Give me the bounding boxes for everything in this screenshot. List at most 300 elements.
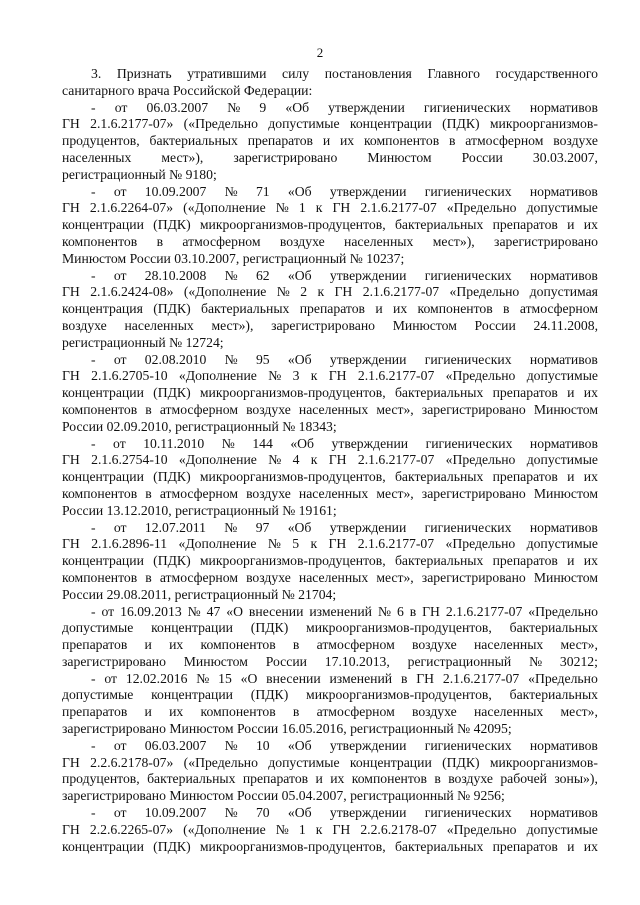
word: 2.1.6.2177-07: [360, 200, 437, 216]
word: 2.1.6.2177-07: [362, 284, 440, 300]
word: населенных: [473, 637, 544, 653]
word: в: [409, 603, 417, 619]
word: их: [330, 771, 345, 787]
word: утверждении: [329, 183, 407, 199]
word: («Предельно: [183, 116, 258, 132]
word: 2.1.6.2177-07: [445, 603, 523, 619]
word: допустимая: [529, 284, 598, 300]
word: бактериальных: [394, 838, 484, 854]
word: ГН: [62, 200, 80, 216]
word: в: [156, 233, 164, 249]
word: ГН: [332, 821, 351, 837]
word: компонентов: [351, 771, 427, 787]
word: бактериальных: [394, 553, 484, 569]
word: и: [567, 553, 575, 569]
word: нормативов: [529, 737, 598, 753]
word: 2.1.6.2177-07: [357, 536, 435, 552]
word: концентрации: [151, 620, 233, 636]
word: №: [224, 183, 238, 199]
word: компонентов: [200, 704, 276, 720]
word: 2.1.6.2705-10: [91, 368, 168, 384]
word: в: [145, 401, 152, 417]
word: микроорганизмов-продуцентов,: [306, 687, 492, 703]
word: 2.1.6.2754-10: [91, 452, 168, 468]
word: 1: [298, 821, 306, 837]
word: №: [268, 368, 282, 384]
word: утратившими: [187, 66, 267, 81]
word: концентрации: [151, 687, 233, 703]
word: №: [275, 821, 289, 837]
word: нормативов: [529, 435, 598, 451]
word: «Об: [287, 351, 312, 367]
word: зарегистрировано: [421, 569, 526, 585]
word: 47: [206, 603, 221, 619]
word: допустимые: [526, 452, 598, 468]
text-line: [62, 217, 598, 234]
word: №: [268, 452, 282, 468]
word: 9: [259, 99, 267, 115]
word: воздухе: [553, 133, 598, 149]
word: «Об: [287, 519, 312, 535]
word: ГН: [62, 368, 80, 384]
word: Минюстом: [533, 401, 598, 417]
word: ГН: [62, 116, 80, 132]
word: атмосферном: [519, 301, 598, 317]
word: бактериальных: [509, 620, 598, 636]
text-line: [62, 150, 598, 167]
word: 16.09.2013: [120, 603, 182, 619]
word: 12.07.2011: [144, 519, 206, 535]
word: к: [315, 821, 323, 837]
text-line: [62, 133, 598, 150]
word: нормативов: [529, 267, 598, 283]
word: мест»),: [211, 317, 254, 333]
word: 62: [255, 267, 270, 283]
text-line: [62, 318, 598, 335]
word: и: [567, 217, 575, 233]
word: «Предельно: [528, 670, 598, 686]
word: препаратов: [299, 301, 366, 317]
word: допустимые: [526, 536, 598, 552]
word: их: [169, 637, 184, 653]
word: -: [91, 99, 96, 115]
word: Минюстом: [392, 317, 457, 333]
word: «Дополнение: [178, 536, 257, 552]
word: Минюстом: [183, 653, 248, 669]
text-line: [62, 704, 598, 721]
word: Признать: [116, 66, 172, 81]
word: -: [91, 603, 96, 619]
text-line: регистрационный № 12724;: [62, 334, 224, 350]
word: допустимые: [526, 368, 598, 384]
word: атмосферном: [316, 637, 395, 653]
word: продуцентов,: [62, 133, 140, 149]
word: их: [583, 217, 598, 233]
word: нормативов: [529, 805, 598, 821]
text-line: [62, 301, 598, 318]
word: 95: [255, 351, 270, 367]
word: препаратов: [242, 771, 309, 787]
word: препаратов: [492, 385, 558, 401]
word: (ПДК): [153, 553, 191, 569]
word: допустимые: [268, 116, 340, 132]
word: 30.03.2007,: [532, 149, 598, 165]
word: 6: [396, 603, 404, 619]
text-line: [62, 520, 598, 537]
word: ГН: [62, 821, 80, 837]
word: «Дополнение: [178, 452, 257, 468]
word: гигиенических: [424, 183, 512, 199]
word: допустимые: [62, 687, 134, 703]
word: мест»),: [432, 233, 475, 249]
word: компонентов: [200, 637, 276, 653]
word: атмосферном: [465, 133, 544, 149]
word: атмосферном: [159, 569, 238, 585]
word: «Об: [287, 183, 312, 199]
word: 28.10.2008: [144, 267, 207, 283]
word: (ПДК): [250, 620, 289, 636]
word: утверждении: [331, 435, 409, 451]
word: №: [224, 267, 238, 283]
word: изменений: [309, 603, 373, 619]
word: концентрации: [62, 469, 144, 485]
word: атмосферном: [182, 233, 261, 249]
word: внесении: [266, 670, 321, 686]
word: 2: [300, 284, 308, 300]
word: (ПДК): [153, 301, 191, 317]
word: 06.03.2007: [144, 737, 207, 753]
word: рабочей: [500, 771, 547, 787]
word: ГН: [328, 368, 347, 384]
word: 2.1.6.2424-08»: [90, 284, 174, 300]
word: силу: [282, 66, 310, 81]
word: микроорганизмов-продуцентов,: [306, 620, 492, 636]
word: «Об: [287, 805, 312, 821]
word: в: [292, 637, 300, 653]
word: и: [567, 838, 575, 854]
word: гигиенических: [424, 519, 512, 535]
word: воздухе: [411, 704, 457, 720]
word: от: [113, 267, 127, 283]
text-line: [62, 184, 598, 201]
word: зарегистрировано: [271, 317, 376, 333]
text-line: [62, 66, 598, 83]
word: -: [91, 519, 96, 535]
word: «Предельно: [445, 452, 516, 468]
word: России: [461, 149, 503, 165]
text-line: [62, 671, 598, 688]
text-line: санитарного врача Российской Федерации:: [62, 82, 313, 98]
text-line: регистрационный № 9180;: [62, 166, 217, 182]
text-line: [62, 553, 598, 570]
word: 2.2.6.2178-07»: [90, 754, 174, 770]
word: 2.1.6.2177-07: [357, 452, 435, 468]
word: 1: [298, 200, 306, 216]
word: 2.1.6.2177-07»: [90, 116, 174, 132]
word: государственного: [495, 66, 598, 81]
word: населенных: [298, 485, 369, 501]
word: препаратов: [492, 469, 558, 485]
word: России: [265, 653, 307, 669]
word: утверждении: [329, 519, 407, 535]
word: ГН: [334, 284, 353, 300]
word: нормативов: [529, 99, 598, 115]
text-line: [62, 755, 598, 772]
word: 2.1.6.2264-07»: [89, 200, 174, 216]
text-line: [62, 402, 598, 419]
text-line: [62, 822, 598, 839]
word: микроорганизмов-продуцентов,: [199, 469, 386, 485]
word: (ПДК): [153, 385, 191, 401]
text-line: [62, 536, 598, 553]
word: 10.09.2007: [144, 183, 207, 199]
word: населенных: [344, 233, 414, 249]
text-line: [62, 620, 598, 637]
word: от: [104, 670, 118, 686]
word: населенных: [124, 317, 194, 333]
word: допустимые: [62, 620, 134, 636]
word: воздухе: [246, 401, 291, 417]
text-line: [62, 368, 598, 385]
word: утверждении: [329, 737, 407, 753]
text-line: [62, 436, 598, 453]
word: постановления: [324, 66, 412, 81]
text-line: [62, 570, 598, 587]
word: зоны»),: [554, 771, 598, 787]
word: концентрации: [62, 385, 144, 401]
word: атмосферном: [316, 704, 395, 720]
word: населенных: [473, 704, 544, 720]
word: микроорганизмов-: [489, 116, 598, 132]
word: №: [276, 284, 290, 300]
word: их: [583, 553, 598, 569]
word: гигиенических: [424, 805, 512, 821]
word: №: [275, 200, 289, 216]
word: (ПДК): [153, 838, 191, 854]
word: мест»,: [560, 637, 598, 653]
word: «Об: [285, 99, 310, 115]
word: компонентов: [62, 485, 138, 501]
word: их: [393, 301, 408, 317]
text-line: России 13.12.2010, регистрационный № 19161;: [62, 502, 337, 518]
word: атмосферном: [159, 485, 238, 501]
word: их: [583, 385, 598, 401]
word: (ПДК): [442, 754, 480, 770]
word: 144: [252, 435, 273, 451]
word: микроорганизмов-: [489, 754, 598, 770]
word: гигиенических: [425, 435, 513, 451]
word: №: [224, 351, 238, 367]
word: продуцентов,: [62, 771, 140, 787]
word: 5: [292, 536, 300, 552]
word: 02.08.2010: [144, 351, 207, 367]
word: концентрации: [62, 553, 144, 569]
word: «О: [226, 603, 243, 619]
word: воздухе: [62, 317, 107, 333]
word: концентрации: [62, 838, 144, 854]
word: (ПДК): [153, 469, 191, 485]
word: концентрация: [62, 301, 143, 317]
word: и: [567, 385, 575, 401]
word: («Предельно: [183, 754, 258, 770]
word: мест»,: [376, 569, 414, 585]
word: воздухе: [246, 569, 291, 585]
word: препаратов: [247, 133, 314, 149]
word: «Об: [290, 435, 315, 451]
word: («Дополнение: [183, 821, 266, 837]
text-line: зарегистрировано Минюстом России 16.05.2016, регистрационный № 42095;: [62, 721, 512, 737]
word: от: [114, 99, 128, 115]
word: и: [315, 771, 323, 787]
word: бактериальных: [394, 217, 484, 233]
word: 10.11.2010: [143, 435, 205, 451]
word: допустимые: [526, 821, 598, 837]
word: изменений: [329, 670, 393, 686]
text-line: России 29.08.2011, регистрационный № 21704;: [62, 586, 337, 602]
word: в: [292, 704, 300, 720]
word: 24.11.2008,: [533, 317, 598, 333]
word: утверждении: [328, 99, 405, 115]
text-line: [62, 352, 598, 369]
word: и: [144, 704, 152, 720]
text-line: [62, 654, 598, 671]
word: мест»),: [161, 149, 204, 165]
word: микроорганизмов-продуцентов,: [199, 385, 386, 401]
text-line: [62, 200, 598, 217]
word: «Предельно: [528, 603, 598, 619]
word: их: [169, 704, 184, 720]
word: -: [91, 435, 96, 451]
word: и: [144, 637, 152, 653]
word: зарегистрировано: [233, 149, 338, 165]
word: внесении: [248, 603, 304, 619]
word: населенных: [62, 149, 132, 165]
text-line: [62, 452, 598, 469]
word: 10.09.2007: [144, 805, 207, 821]
word: мест»,: [376, 401, 414, 417]
word: №: [196, 670, 210, 686]
word: «Дополнение: [178, 368, 257, 384]
word: компонентов: [62, 569, 138, 585]
word: к: [310, 368, 318, 384]
text-line: [62, 637, 598, 654]
word: «Предельно: [446, 200, 517, 216]
word: микроорганизмов-продуцентов,: [199, 217, 386, 233]
word: 10: [255, 737, 270, 753]
word: утверждении: [329, 267, 407, 283]
word: компонентов: [62, 401, 138, 417]
text-line: [62, 268, 598, 285]
text-line: [62, 234, 598, 251]
word: концентрации: [62, 217, 144, 233]
word: к: [317, 284, 325, 300]
word: от: [113, 351, 127, 367]
word: населенных: [298, 401, 369, 417]
text-line: [62, 385, 598, 402]
word: «Об: [287, 737, 312, 753]
word: Главного: [427, 66, 480, 81]
word: их: [583, 469, 598, 485]
word: ГН: [62, 284, 80, 300]
word: микроорганизмов-продуцентов,: [199, 838, 386, 854]
text-line: [62, 469, 598, 486]
word: Минюстом: [533, 485, 598, 501]
word: бактериальных: [201, 301, 290, 317]
word: их: [339, 133, 355, 149]
text-line: [62, 100, 598, 117]
word: от: [113, 737, 127, 753]
word: №: [224, 519, 238, 535]
word: бактериальных: [147, 771, 236, 787]
word: гигиенических: [424, 267, 512, 283]
word: 17.10.2013,: [324, 653, 390, 669]
text-line: зарегистрировано Минюстом России 05.04.2007, регистрационный № 9256;: [62, 788, 505, 804]
word: 2.2.6.2265-07»: [89, 821, 174, 837]
word: -: [91, 183, 96, 199]
word: мест»,: [560, 704, 598, 720]
word: №: [227, 99, 241, 115]
word: бактериальных: [394, 469, 484, 485]
word: 4: [292, 452, 300, 468]
word: (ПДК): [153, 217, 191, 233]
word: воздухе: [411, 637, 457, 653]
word: воздухе: [448, 771, 493, 787]
word: «Предельно: [445, 536, 516, 552]
word: нормативов: [529, 351, 598, 367]
word: ГН: [422, 603, 440, 619]
word: ГН: [328, 452, 347, 468]
word: гигиенических: [424, 737, 512, 753]
word: допустимые: [268, 754, 340, 770]
word: -: [91, 351, 96, 367]
word: от: [113, 519, 127, 535]
document-body: [62, 66, 598, 855]
word: «Предельно: [449, 284, 520, 300]
word: ГН: [62, 536, 80, 552]
word: от: [113, 183, 127, 199]
word: 30212;: [559, 653, 598, 669]
word: препаратов: [492, 217, 558, 233]
word: 2.1.6.2177-07: [357, 368, 435, 384]
word: компонентов: [363, 133, 440, 149]
text-line: [62, 805, 598, 822]
word: препаратов: [62, 637, 128, 653]
text-line: России 02.09.2010, регистрационный № 18343;: [62, 418, 337, 434]
word: 06.03.2007: [146, 99, 209, 115]
word: №: [267, 536, 281, 552]
word: от: [101, 603, 115, 619]
word: России: [474, 317, 516, 333]
word: воздухе: [279, 233, 325, 249]
word: в: [448, 133, 456, 149]
word: утверждении: [329, 805, 407, 821]
word: Минюстом: [367, 149, 432, 165]
word: утверждении: [329, 351, 407, 367]
word: бактериальных: [149, 133, 238, 149]
word: 3: [292, 368, 300, 384]
word: компонентов: [62, 233, 138, 249]
word: концентрации: [349, 116, 432, 132]
word: Минюстом: [533, 569, 598, 585]
word: регистрационный: [407, 653, 512, 669]
word: 70: [255, 805, 270, 821]
word: ГН: [332, 200, 351, 216]
word: зарегистрировано: [421, 401, 526, 417]
word: к: [315, 200, 323, 216]
word: -: [91, 267, 96, 283]
word: «О: [240, 670, 258, 686]
word: 2.1.6.2177-07: [442, 670, 520, 686]
